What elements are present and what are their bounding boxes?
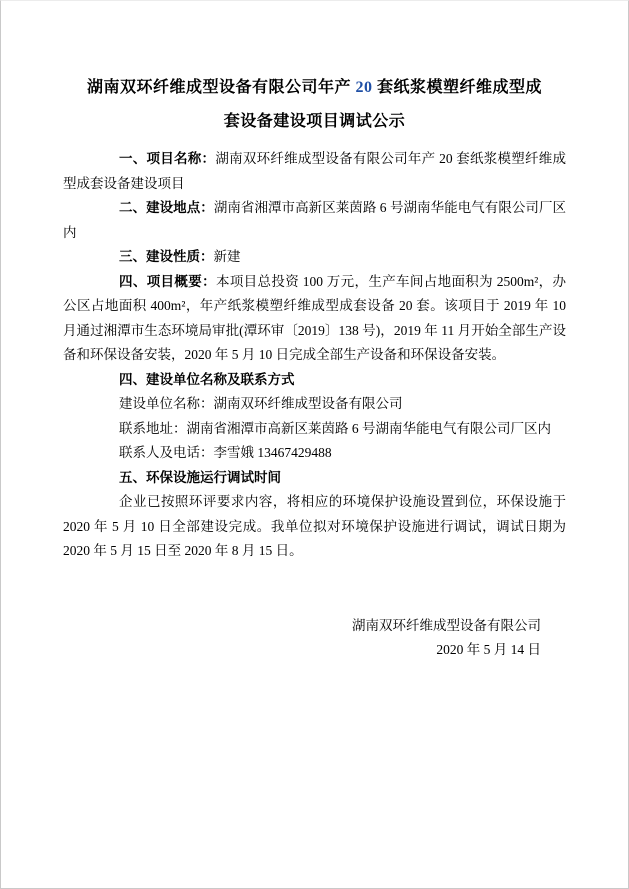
title-line-1 [87, 79, 542, 96]
label-location: 二、建设地点： [119, 200, 214, 215]
contact-person-phone-line: 联系人及电话：李雪娥 13467429488 [119, 445, 332, 460]
paragraph-location [63, 196, 566, 245]
signature-date: 2020 年 5 月 14 日 [436, 642, 541, 657]
paragraph-project-name [63, 147, 566, 196]
document-body [1, 1, 628, 663]
section-heading-contact: 四、建设单位名称及联系方式 [119, 371, 295, 387]
title-line-2: 套设备建设项目调试公示 [223, 113, 406, 130]
value-nature: 新建 [213, 249, 241, 264]
paragraph-nature [63, 245, 566, 270]
title-text-before: 湖南双环纤维成型设备有限公司年产 [86, 79, 356, 96]
contact-address-line: 联系地址：湖南省湘潭市高新区莱茵路 6 号湖南华能电气有限公司厂区内 [119, 420, 551, 436]
label-project-name: 一、项目名称： [119, 151, 216, 166]
value-overview: 本项目总投资 100 万元，生产车间占地面积为 2500m²，办公区占地面积 400m²，年产纸浆模塑纤维成型成套设备 20 套。该项目于 2019 年 10 月通过湘潭市生态环境局审批(潭环审〔2019〕138 号)，2019 年 11 月开始全部生产设备和环保设备安装，2020 年 5 月 10 日完成全部生产设备和环保设备安装。 [63, 273, 566, 362]
title-number-highlight: 20 [355, 79, 373, 96]
value-location: 湖南省湘潭市高新区莱茵路 6 号湖南华能电气有限公司厂区内 [63, 200, 567, 240]
value-project-name: 湖南双环纤维成型设备有限公司年产 20 套纸浆模塑纤维成型成套设备建设项目 [63, 151, 567, 191]
paragraph-overview [63, 270, 566, 368]
paragraph-commissioning: 企业已按照环评要求内容，将相应的环境保护设施设置到位，环保设施于 2020 年 5 月 10 日全部建设完成。我单位拟对环境保护设施进行调试，调试日期为 2020 年 5 月 15 日至 2020 年 8 月 15 日。 [63, 494, 566, 558]
document-title [63, 71, 566, 139]
section-heading-commissioning: 五、环保设施运行调试时间 [119, 469, 281, 485]
contact-company-line: 建设单位名称：湖南双环纤维成型设备有限公司 [119, 396, 403, 411]
signature-block [63, 614, 566, 663]
label-overview: 四、项目概要： [119, 273, 216, 289]
signature-company: 湖南双环纤维成型设备有限公司 [352, 617, 541, 633]
title-text-after: 套纸浆模塑纤维成型成 [372, 79, 543, 96]
label-nature: 三、建设性质： [119, 249, 214, 264]
